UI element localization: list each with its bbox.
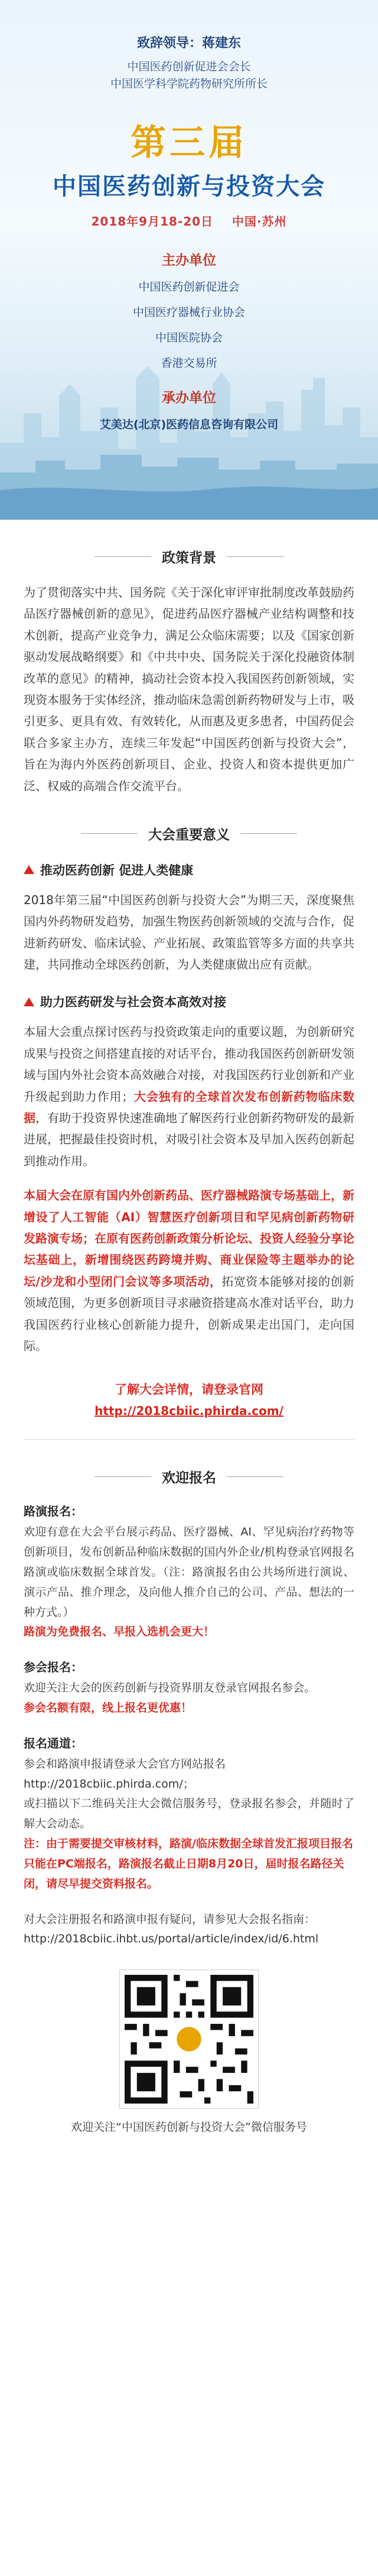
- channel-heading: 报名通道：: [24, 1736, 83, 1750]
- host-item: 中国医疗器械行业协会: [132, 305, 245, 319]
- investment-text-part: ，有助于投资界快速准确地了解医药行业创新药物研发的最新进展，把握最佳投资时机，对吸引社会资本及早加入医药创新起到推动作用。: [24, 1111, 354, 1168]
- sub-heading: [24, 861, 354, 879]
- host-heading: 主办单位: [162, 252, 216, 268]
- title-rule: [240, 833, 297, 834]
- channel-text: 参会和路演申报请登录大会官方网站报名: [24, 1757, 226, 1770]
- section-divider: [24, 1439, 354, 1440]
- policy-background-section: [0, 547, 378, 797]
- registration-website-link[interactable]: http://2018cbiic.phirda.com/；: [24, 1777, 194, 1791]
- edition-label: 第三届: [131, 122, 247, 164]
- qr-caption: 欢迎关注“中国医药创新与投资大会”微信服务号: [71, 2121, 307, 2134]
- qr-code[interactable]: [119, 1970, 259, 2109]
- section-title-text: 政策背景: [162, 550, 216, 566]
- new-sessions-text: [24, 1185, 354, 1357]
- attendance-note: 参会名额有限，线上报名更优惠！: [24, 1701, 193, 1715]
- hero-banner: [0, 0, 378, 520]
- website-cta: [24, 1380, 354, 1418]
- cta-text: 了解大会详情，请登录官网: [115, 1382, 263, 1397]
- title-rule: [94, 1476, 151, 1477]
- investment-text: [24, 1021, 354, 1172]
- policy-background-text: 为了贯彻落实中共、国务院《关于深化审评审批制度改革鼓励药品医疗器械创新的意见》，促进药品医疗器械产业结构调整和技术创新，提高产业竞争力，满足公众临床需要；以及《国家创新驱动发展战略纲要》和《中共中央、国务院关于深化投融资体制改革的意见》的精神，搞动社会资本投入我国医药创新领域，实现资本服务于实体经济，推动临床急需创新药物研发与上市，吸引更多、更具有效、有效转化，从而惠及更多患者，中国药促会联合多家主办方，连续三年发起“中国医药创新与投资大会”，旨在为海内外医药创新项目、企业、投资人和资本提供更加广泛、权威的高端合作交流平台。: [24, 585, 354, 793]
- roadshow-text: 欢迎有意在大会平台展示药品、医疗器械、AI、罕见病治疗药物等创新项目，发布创新品种临床数据的国内外企业/机构登录官网报名路演或临床数据全球首发。（注：路演报名由公共场所进行演说、演示产品、推介理念，及向他人推介自己的公司、产品、想法的一种方式。）: [24, 1525, 354, 1619]
- registration-section: [0, 1467, 378, 2158]
- speaker-roles: [0, 58, 378, 93]
- host-item: 中国医药创新促进会: [138, 280, 240, 294]
- title-rule: [227, 1476, 284, 1477]
- conference-date: 2018年9月18-20日: [91, 214, 214, 229]
- host-item: 香港交易所: [161, 356, 217, 370]
- organizer-name: 艾美达(北京)医药信息咨询有限公司: [99, 418, 279, 431]
- section-title: [24, 547, 354, 566]
- triangle-bullet-icon: [24, 865, 34, 874]
- registration-guide: [24, 1910, 354, 1950]
- attendance-registration: [24, 1658, 354, 1719]
- title-rule: [81, 833, 138, 834]
- section-title-text: 欢迎报名: [162, 1470, 216, 1486]
- title-rule: [227, 556, 284, 557]
- section-title: [24, 824, 354, 843]
- official-website-link[interactable]: http://2018cbiic.phirda.com/: [94, 1404, 284, 1419]
- organizer-heading: 承办单位: [162, 390, 216, 406]
- highlight-text: 本届大会在原有国内外创新药品、医疗器械路演专场基础上，新增设了人工智能（AI）智慧医疗创新项目和罕见病创新药物研发路演专场；在原有医药创新政策分析论坛、投资人经验分享论坛基础上，新增围绕医药跨境并购、商业保险等主题举办的论坛/沙龙和小型闭门会议等多项活动，: [24, 1188, 354, 1289]
- guide-text: 对大会注册报名和路演申报有疑问，请参见大会报名指南：: [24, 1912, 316, 1926]
- investment-text-part: 本届大会重点探讨医药与投资政策走向的重要议题，为创新研究成果与投资之间搭建直接的对话平台，推动我国医药创新研发领域与国内外社会资本高效融合对接，对我国医药行业创新和产业升级起到助力作用；: [24, 1025, 354, 1104]
- channel-note: 注：由于需要提交审核材料，路演/临床数据全球首发汇报项目报名只能在PC端报名，路演报名截止日期8月20日，届时报名路径关闭，请尽早提交资料报名。: [24, 1837, 353, 1890]
- significance-text: 2018年第三届“中国医药创新与投资大会”为期三天，深度聚焦国内外药物研发趋势，加强生物医药创新领域的交流与合作，促进新药研发、临床试验、产业拓展、政策监管等多方面的共享共建，共同推动全球医药创新，为人类健康做出应有贡献。: [24, 892, 354, 972]
- conference-title: 中国医药创新与投资大会: [53, 172, 325, 200]
- channel-qr-text: 或扫描以下二维码关注大会微信服务号，登录报名参会，并随时了解大会动态。: [24, 1797, 354, 1831]
- conference-location: 中国·苏州: [232, 214, 287, 229]
- attendance-text: 欢迎关注大会的医药创新与投资界朋友登录官网报名参会。: [24, 1681, 316, 1695]
- sub-heading-text: 推动医药创新 促进人类健康: [40, 863, 194, 878]
- qr-section: [24, 1970, 354, 2134]
- new-sessions-text-part: 拓宽资本能够对接的创新领域范围，为更多创新项目寻求融资搭建高水准对话平台，助力我国医药行业核心创新能力提升，创新成果走出国门，走向国际。: [24, 1274, 354, 1353]
- significance-section: [0, 824, 378, 1440]
- speaker-role: 中国医药创新促进会会长: [127, 60, 251, 73]
- triangle-bullet-icon: [24, 997, 34, 1006]
- date-location: [0, 212, 378, 229]
- sub-heading-text: 助力医药研发与社会资本高效对接: [40, 995, 226, 1010]
- roadshow-heading: 路演报名：: [24, 1504, 83, 1519]
- registration-channel: [24, 1734, 354, 1894]
- qr-code-icon: [125, 1975, 253, 2104]
- roadshow-note: 路演为免费报名、早报入选机会更大！: [24, 1625, 215, 1639]
- host-item: 中国医院协会: [155, 331, 223, 344]
- title-rule: [94, 556, 151, 557]
- roadshow-registration: [24, 1502, 354, 1642]
- sub-heading: [24, 993, 354, 1010]
- dedication-speaker: 致辞领导：蒋建东: [136, 36, 241, 51]
- attendance-heading: 参会报名：: [24, 1660, 83, 1675]
- guide-link[interactable]: http://2018cbiic.ihbt.us/portal/article/index/id/6.html: [24, 1932, 319, 1946]
- section-title: [24, 1467, 354, 1486]
- speaker-role: 中国医学科学院药物研究所所长: [110, 77, 268, 91]
- bottom-spacer: [24, 2134, 354, 2158]
- section-title-text: 大会重要意义: [148, 827, 230, 843]
- highlight-text: 大会独有的全球首次发布创新药物临床数据: [24, 1089, 355, 1126]
